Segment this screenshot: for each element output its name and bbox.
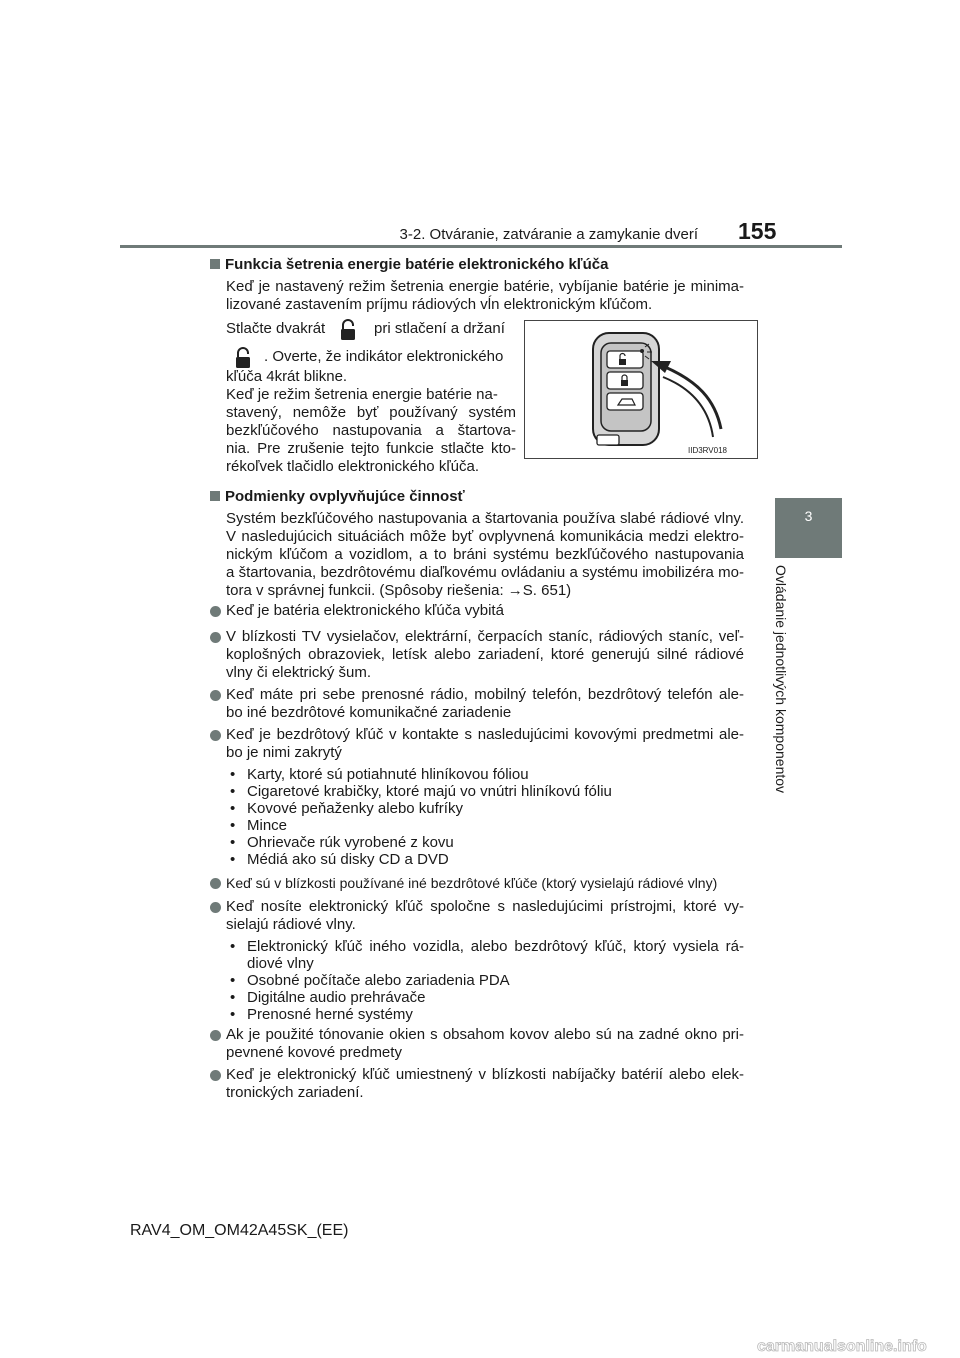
model-code: RAV4_OM_OM42A45SK_(EE) [130, 1222, 349, 1239]
list-item: • Prenosné herné systémy [230, 1006, 744, 1023]
electronic-key-drawing [525, 321, 757, 458]
chapter-tab [775, 498, 842, 558]
section-heading-battery-saving: Funkcia šetrenia energie batérie elektronického kľúča [210, 256, 608, 273]
press-instruction-hold: pri stlačení a držaní [374, 320, 505, 337]
page-number: 155 [738, 218, 777, 244]
round-bullet-icon [210, 606, 221, 617]
list-item: • Cigaretové krabičky, ktoré majú vo vnútri hliníkovú fóliu [230, 783, 744, 800]
round-bullet-icon [210, 730, 221, 741]
figure-code: IID3RV018 [688, 446, 727, 455]
section-title: 3-2. Otváranie, zatváranie a zamykanie dverí [399, 226, 698, 243]
round-bullet-icon [210, 878, 221, 889]
round-bullet-icon [210, 902, 221, 913]
list-item: • Ohrievače rúk vyrobené z kovu [230, 834, 744, 851]
chapter-label [773, 565, 812, 805]
round-bullet-icon [210, 690, 221, 701]
key-illustration [524, 320, 758, 459]
press-instruction-line: Stlačte dvakrát [226, 320, 326, 337]
condition-item: Keď sú v blízkosti používané iné bezdrôtové kľúče (ktorý vysielajú rádiové vlny) [210, 874, 744, 892]
battery-saving-body: kľúča 4krát blikne. Keď je režim šetrenia energie batérie na- stavený, nemôže byť používaný systém bezkľúčového nastupovania a štartova- nia. Pre zrušenie tejto funkcie stlačte kto- rékoľvek tlačidlo elektronického kľúča. [226, 368, 516, 475]
condition-item: Keď nosíte elektronický kľúč spoločne s nasledujúcimi prístrojmi, ktoré vy- sielajú rádiové vlny. [210, 898, 744, 934]
square-bullet-icon [210, 491, 220, 501]
svg-text:carmanualsonline.info: carmanualsonline.info [757, 1338, 927, 1355]
condition-item: Keď je bezdrôtový kľúč v kontakte s nasledujúcimi kovovými predmetmi ale- bo je nimi zakrytý [210, 726, 744, 762]
section-heading-conditions: Podmienky ovplyvňujúce činnosť [210, 488, 465, 505]
conditions-intro: Systém bezkľúčového nastupovania a štartovania používa slabé rádiové vlny. V nasledujúcich situáciách môže byť ovplyvnená komunikácia medzi elektro- nickým kľúčom a vozidlom, a to bráni systému bezkľúčového nastupovania a štartovania, bezdrôtovému diaľkovému ovládaniu a systému imobilizéra mo- tora v správnej funkcii. (Spôsoby riešenia: →S. 651) [226, 510, 744, 599]
metal-objects-list [230, 766, 744, 868]
chapter-label-text: Ovládanie jednotlivých komponentov [773, 565, 789, 794]
condition-item: Ak je použité tónovanie okien s obsahom kovov alebo sú na zadné okno pri- pevnené kovové predmety [210, 1026, 744, 1062]
chapter-number: 3 [804, 508, 813, 524]
list-item: • Médiá ako sú disky CD a DVD [230, 851, 744, 868]
watermark-logo [757, 1335, 957, 1355]
press-instruction-verify: . Overte, že indikátor elektronického [264, 348, 504, 365]
round-bullet-icon [210, 1070, 221, 1081]
condition-item: Keď je elektronický kľúč umiestnený v blízkosti nabíjačky batérií alebo elek- tronických zariadení. [210, 1066, 744, 1102]
list-item: • Mince [230, 817, 744, 834]
condition-item: V blízkosti TV vysielačov, elektrární, čerpacích staníc, rádiových staníc, veľ- koplošných obrazoviek, letísk alebo zariadení, ktoré generujú silné rádiové vlny či elektrický šum. [210, 628, 744, 682]
lock-icon [234, 346, 252, 370]
lock-icon [339, 318, 357, 342]
list-item: • Osobné počítače alebo zariadenia PDA [230, 972, 744, 989]
round-bullet-icon [210, 632, 221, 643]
list-item: • Elektronický kľúč iného vozidla, alebo bezdrôtový kľúč, ktorý vysiela rá- diové vlny [230, 938, 744, 972]
list-item: • Digitálne audio prehrávače [230, 989, 744, 1006]
list-item: • Karty, ktoré sú potiahnuté hliníkovou fóliou [230, 766, 744, 783]
condition-item: Keď je batéria elektronického kľúča vybitá [210, 602, 744, 620]
list-item: • Kovové peňaženky alebo kufríky [230, 800, 744, 817]
header-rule [120, 245, 842, 248]
square-bullet-icon [210, 259, 220, 269]
round-bullet-icon [210, 1030, 221, 1041]
radio-devices-list [230, 938, 744, 1023]
condition-item: Keď máte pri sebe prenosné rádio, mobilný telefón, bezdrôtový telefón ale- bo iné bezdrôtové komunikačné zariadenie [210, 686, 744, 722]
battery-saving-intro: Keď je nastavený režim šetrenia energie batérie, vybíjanie batérie je minima- lizované zastavením príjmu rádiových vĺn elektronickým kľúčom. [226, 278, 744, 313]
